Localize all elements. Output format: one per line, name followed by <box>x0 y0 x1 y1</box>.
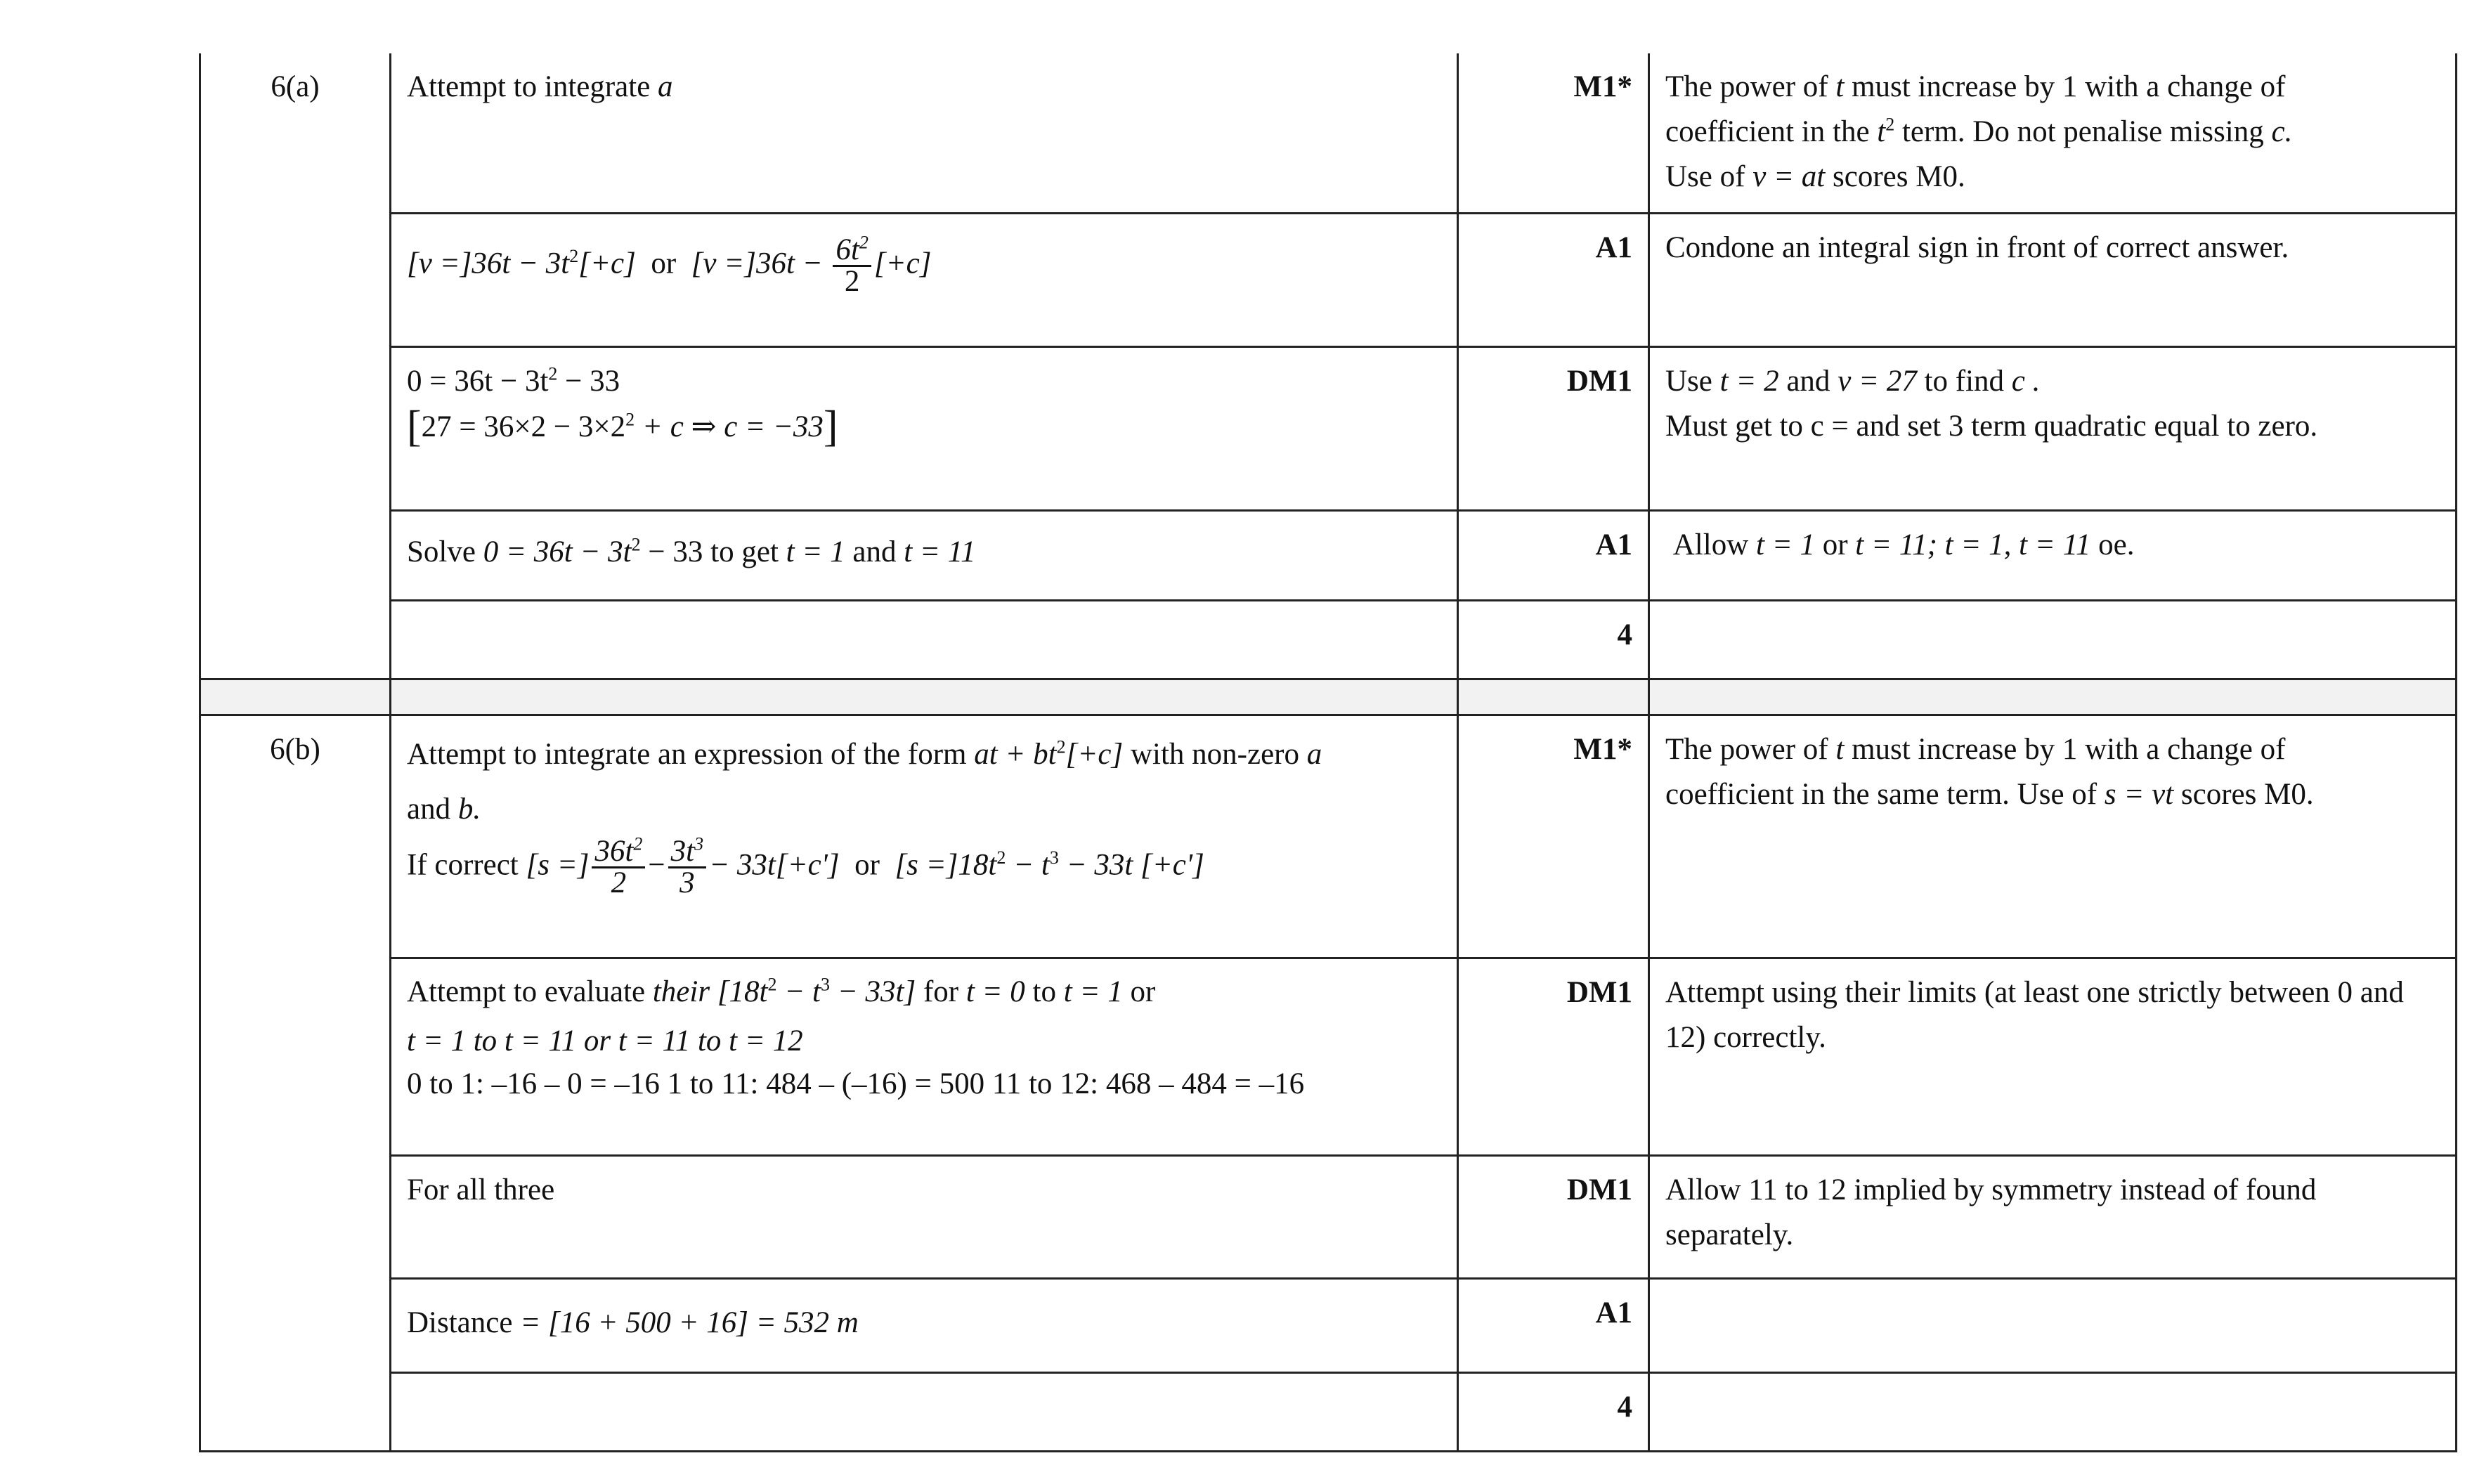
guidance-cell <box>1649 1155 2457 1278</box>
separator-cell <box>391 679 1458 715</box>
mark-cell <box>1458 53 1649 213</box>
answer-text: or <box>1130 975 1156 1008</box>
answer-text: to <box>1032 975 1056 1008</box>
guid-text: scores M0. <box>1833 160 1965 193</box>
row-6a-4 <box>200 510 2457 600</box>
guid-text: to find <box>1924 364 2005 398</box>
row-6b-2 <box>200 958 2457 1155</box>
guid-text: Use of <box>1665 160 1745 193</box>
fraction-numerator <box>833 232 871 267</box>
answer-cell <box>391 1155 1458 1278</box>
guid-var: t <box>1877 115 1886 148</box>
guid-var: t = 11 <box>2019 528 2091 561</box>
guidance-text: Allow 11 to 12 implied by symmetry instead of found separately. <box>1665 1173 2317 1251</box>
guidance-text: Attempt using their limits (at least one strictly between 0 and 12) correctly. <box>1665 975 2404 1054</box>
exponent: 3 <box>820 974 830 995</box>
exponent: 2 <box>1885 114 1895 135</box>
answer-text: Solve <box>407 535 476 568</box>
row-6b-4 <box>200 1278 2457 1372</box>
guidance-text: Condone an integral sign in front of correct answer. <box>1665 230 2289 264</box>
answer-text: with non-zero <box>1130 737 1299 771</box>
exponent: 2 <box>1056 736 1066 757</box>
row-6a-total <box>200 600 2457 679</box>
guid-var: v = at <box>1752 160 1826 193</box>
guid-text: and <box>1786 364 1830 398</box>
answer-cell: Attempt to integrate an expression of the form at + $bt^2[+c]$ with non-zero a and b. If correct [s =] $\frac{36t^2}{2}$ − $\frac{3t^3}{3}$ − 33t[+c'] or $[s =]18t^2 - t^3 - 33t$ [+c'] <box>391 715 1458 958</box>
mark-cell <box>1458 346 1649 510</box>
exponent: 2 <box>569 245 579 266</box>
answer-text: for <box>923 975 959 1008</box>
guid-text: coefficient in the same term. Use of <box>1665 777 2097 811</box>
row-6b-3 <box>200 1155 2457 1278</box>
row-6b-1 <box>200 715 2457 958</box>
math-expr: − t <box>1013 847 1050 881</box>
answer-text: Attempt to integrate an expression of the form <box>407 737 967 771</box>
guid-var: t = 11; <box>1855 528 1937 561</box>
numerator-text: 36t <box>594 834 634 868</box>
mark-label: M1* <box>1573 732 1632 766</box>
math-expr: 27 = 36×2 − 3×2 <box>421 410 626 443</box>
guid-text: Use <box>1665 364 1712 398</box>
guid-var: c. <box>2271 115 2293 148</box>
exponent: 2 <box>767 974 777 995</box>
fraction-numerator <box>592 833 645 868</box>
guid-text: scores M0. <box>2180 777 2314 811</box>
fraction-denominator: 2 <box>844 264 860 298</box>
guid-var: t = 1, <box>1944 528 2012 561</box>
row-6a-3 <box>200 346 2457 510</box>
mark-label: A1 <box>1595 1296 1632 1329</box>
guid-text: or <box>1822 528 1848 561</box>
math-expr: [+c] <box>578 246 636 280</box>
fraction-denominator: 3 <box>679 866 695 899</box>
bracket-open: [ <box>407 402 422 450</box>
mark-cell <box>1458 600 1649 679</box>
bracket-close: ] <box>823 402 838 450</box>
guid-text: Must get to c = and set 3 term quadratic equal to zero. <box>1665 409 2318 443</box>
answer-cell <box>391 213 1458 346</box>
answer-text: and <box>852 535 897 568</box>
math-expr: = [16 + 500 + 16] = 532 m <box>520 1306 859 1339</box>
answer-text: Attempt to evaluate <box>407 975 646 1008</box>
guid-var: t = 1 <box>1756 528 1815 561</box>
math-expr: − 33t[+c'] <box>709 847 840 881</box>
exponent: 2 <box>631 534 641 555</box>
mark-label: A1 <box>1595 528 1632 561</box>
question-label: 6(b) <box>270 732 320 766</box>
total-mark: 4 <box>1617 1390 1632 1424</box>
mark-cell <box>1458 1372 1649 1451</box>
exponent: 3 <box>694 833 704 854</box>
fraction-denominator: 2 <box>611 866 627 899</box>
guid-text: oe. <box>2098 528 2135 561</box>
separator-cell <box>1458 679 1649 715</box>
math-expr: t = 1 <box>1063 975 1123 1008</box>
answer-text: 0 to 1: –16 – 0 = –16 1 to 11: 484 – (–16) = 500 11 to 12: 468 – 484 = –16 <box>407 1067 1305 1100</box>
mark-cell <box>1458 510 1649 600</box>
math-expr: b. <box>457 792 481 826</box>
guidance-cell <box>1649 958 2457 1155</box>
exponent: 2 <box>548 363 558 384</box>
answer-cell <box>391 600 1458 679</box>
mark-label: DM1 <box>1566 1173 1632 1206</box>
answer-cell <box>391 53 1458 213</box>
guid-text: Allow <box>1672 528 1749 561</box>
guid-text: must increase by 1 with a change of <box>1852 70 2286 103</box>
exponent: 2 <box>996 847 1006 868</box>
mark-scheme-table <box>199 53 2457 1452</box>
math-expr: [18t <box>717 975 768 1008</box>
guidance-cell <box>1649 346 2457 510</box>
guid-text: must increase by 1 with a change of <box>1852 732 2286 766</box>
answer-cell <box>391 510 1458 600</box>
answer-cell <box>391 346 1458 510</box>
math-expr: − t <box>784 975 821 1008</box>
mark-cell <box>1458 213 1649 346</box>
math-expr: − 33 <box>565 364 620 398</box>
var-a: a <box>658 70 673 103</box>
answer-text: If correct <box>407 847 519 881</box>
question-label: 6(a) <box>271 70 320 103</box>
math-expr: 0 = 36t − 3t <box>407 364 549 398</box>
guidance-cell <box>1649 213 2457 346</box>
math-expr: t = 0 <box>965 975 1025 1008</box>
mark-label: DM1 <box>1566 364 1632 398</box>
numerator-text: 6t <box>835 233 859 266</box>
math-expr: a <box>1306 737 1322 771</box>
math-expr: [s =] <box>526 847 590 881</box>
answer-text: their <box>652 975 710 1008</box>
mark-cell <box>1458 1155 1649 1278</box>
numerator-text: 3t <box>670 834 695 868</box>
math-expr: + c ⇒ c = −33 <box>642 410 824 443</box>
guidance-cell <box>1649 1278 2457 1372</box>
total-mark: 4 <box>1617 618 1632 651</box>
math-expr: t = 11 <box>904 535 976 568</box>
guid-text: term. Do not penalise missing <box>1901 115 2264 148</box>
fraction <box>668 833 706 899</box>
answer-text: and <box>407 792 451 826</box>
mark-cell <box>1458 958 1649 1155</box>
question-number <box>200 53 391 679</box>
guid-var: v = 27 <box>1838 364 1917 398</box>
row-6b-total <box>200 1372 2457 1451</box>
math-expr: [v =]36t − 3t <box>407 246 570 280</box>
answer-cell <box>391 1372 1458 1451</box>
mark-label: M1* <box>1573 70 1632 103</box>
row-6a-2 <box>200 213 2457 346</box>
guidance-cell <box>1649 715 2457 958</box>
exponent: 3 <box>1049 847 1059 868</box>
guid-var: t <box>1835 70 1845 103</box>
guid-var: s = vt <box>2104 777 2174 811</box>
row-6a-1 <box>200 53 2457 213</box>
math-expr: − 33t] <box>837 975 916 1008</box>
answer-text: Distance <box>407 1306 513 1339</box>
mark-cell <box>1458 715 1649 958</box>
answer-cell <box>391 958 1458 1155</box>
fraction <box>592 833 645 899</box>
or-text: or <box>651 246 677 280</box>
guid-text: The power of <box>1665 732 1828 766</box>
math-expr: [v =]36t − <box>691 246 823 280</box>
mark-label: DM1 <box>1566 975 1632 1009</box>
fraction <box>833 232 871 298</box>
math-expr: − 33 <box>648 535 703 568</box>
guidance-cell <box>1649 510 2457 600</box>
math-expr: t = 1 to t = 11 or t = 11 to t = 12 <box>407 1024 803 1057</box>
exponent: 2 <box>625 409 635 430</box>
guidance-cell <box>1649 53 2457 213</box>
mark-label: A1 <box>1595 230 1632 264</box>
separator-cell <box>1649 679 2457 715</box>
math-expr: [+c] <box>1065 737 1124 771</box>
guidance-cell <box>1649 1372 2457 1451</box>
mark-cell <box>1458 1278 1649 1372</box>
math-expr: t = 1 <box>786 535 845 568</box>
exponent: 2 <box>633 833 643 854</box>
guid-var: c . <box>2011 364 2041 398</box>
guid-text: The power of <box>1665 70 1828 103</box>
guidance-cell <box>1649 600 2457 679</box>
math-expr: [s =]18t <box>895 847 997 881</box>
separator-cell <box>200 679 391 715</box>
guid-var: t = 2 <box>1719 364 1779 398</box>
math-expr: − 33t [+c'] <box>1066 847 1204 881</box>
math-expr: at + bt <box>974 737 1057 771</box>
math-expr: [+c] <box>873 246 932 280</box>
exponent: 2 <box>859 232 869 253</box>
answer-text: For all three <box>407 1173 555 1206</box>
guid-var: t <box>1835 732 1845 766</box>
question-number <box>200 715 391 1451</box>
section-separator <box>200 679 2457 715</box>
answer-text: Attempt to integrate <box>407 70 651 103</box>
guid-text: coefficient in the <box>1665 115 1870 148</box>
answer-text: to get <box>710 535 779 568</box>
answer-cell <box>391 1278 1458 1372</box>
fraction-numerator <box>668 833 706 868</box>
math-expr: 0 = 36t − 3t <box>483 535 632 568</box>
or-text: or <box>854 847 880 881</box>
